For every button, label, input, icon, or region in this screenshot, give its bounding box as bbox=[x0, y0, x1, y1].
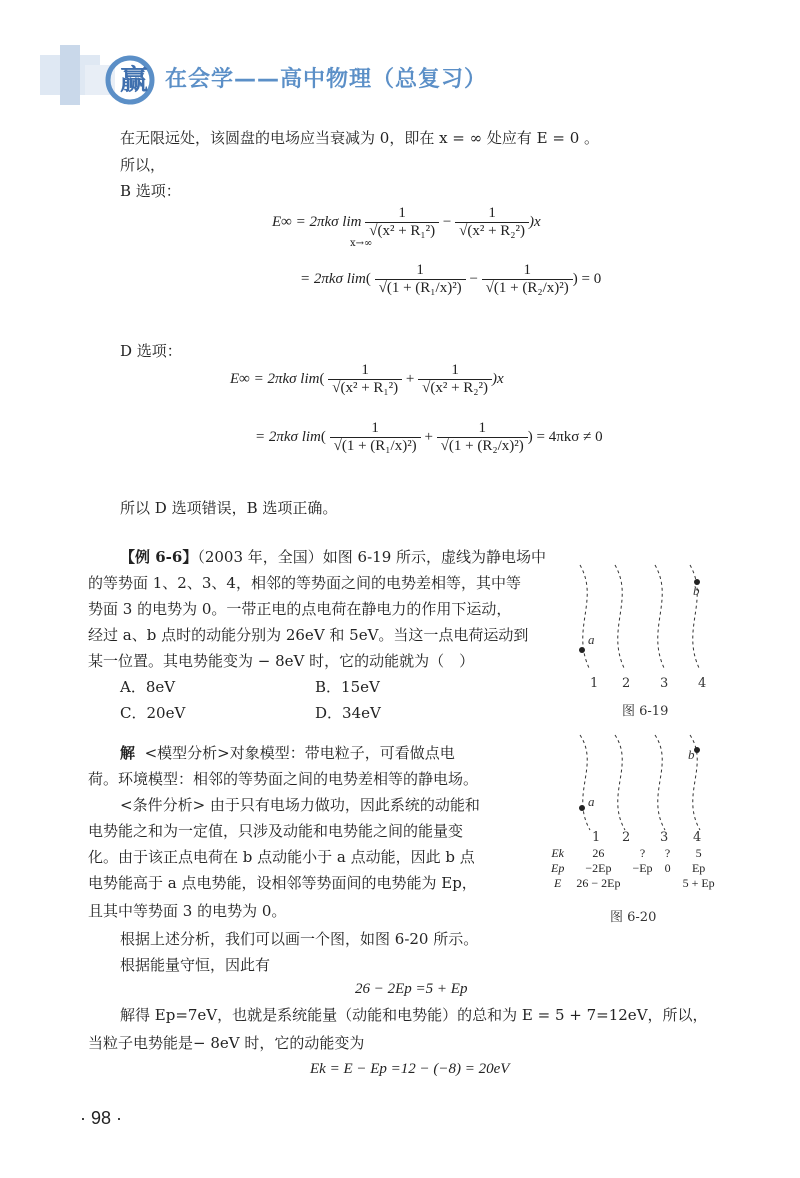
point-a bbox=[579, 647, 585, 653]
example-line: 某一位置。其电势能变为 − 8eV 时，它的动能就为（ ） bbox=[88, 652, 475, 670]
solution-line: 荷。环境模型：相邻的等势面之间的电势差相等的静电场。 bbox=[88, 770, 479, 788]
point-a bbox=[579, 805, 585, 811]
option-d: D．34eV bbox=[315, 704, 381, 722]
solution-line: 电势能之和为一定值，只涉及动能和电势能之间的能量变 bbox=[88, 822, 464, 840]
header-logo-char: 赢 bbox=[120, 63, 149, 96]
figure-6-20 bbox=[560, 730, 730, 835]
option-b: B．15eV bbox=[315, 678, 380, 696]
figure-6-19-caption: 图 6-19 bbox=[622, 704, 669, 719]
table-row: E 26 − 2Ep 5 + Ep bbox=[554, 876, 715, 890]
equipotential-label: 3 bbox=[660, 830, 669, 845]
figure-6-19 bbox=[560, 560, 730, 680]
page-number: · 98 · bbox=[80, 1108, 123, 1128]
example-line: 经过 a、b 点时的动能分别为 26eV 和 5eV。当这一点电荷运动到 bbox=[88, 626, 529, 644]
point-b-label: b bbox=[688, 747, 695, 762]
energy-table bbox=[545, 846, 721, 891]
option-d-label: D 选项： bbox=[120, 342, 182, 360]
example-tag: 【例 6-6】 bbox=[120, 548, 198, 566]
equipotential-label: 4 bbox=[698, 676, 707, 691]
equipotential-label: 1 bbox=[590, 676, 599, 691]
solution-line: 根据能量守恒，因此有 bbox=[120, 956, 271, 974]
example-line-1: 【例 6-6】（2003 年，全国）如图 6-19 所示，虚线为静电场中 bbox=[120, 548, 547, 566]
solution-line: 电势能高于 a 点电势能，设相邻等势面间的电势能为 Ep， bbox=[88, 874, 477, 892]
equation-b-row2: = 2πkσ lim( $\frac{1}{\text{√(1 + (R₁/x)²)}}$ − $\frac{1}{\text{√(1 + (R₂/x)²)}}$ ) = 0 bbox=[300, 262, 602, 296]
example-line: 势面 3 的电势为 0。一带正电的点电荷在静电力的作用下运动， bbox=[88, 600, 512, 618]
text-line: 所以， bbox=[120, 156, 166, 174]
equipotential-label: 2 bbox=[622, 830, 631, 845]
table-row: Ek 26 ? ? 5 bbox=[551, 846, 702, 860]
text-line: 在无限远处，该圆盘的电场应当衰减为 0，即在 x = ∞ 处应有 E = 0 。 bbox=[120, 129, 600, 147]
table-row: Ep −2Ep −Ep 0 Ep bbox=[551, 861, 706, 875]
point-a-label: a bbox=[588, 794, 595, 809]
equation-d-row2: = 2πkσ lim( $\frac{1}{\text{√(1 + (R₁/x)²)}}$ + $\frac{1}{\text{√(1 + (R₂/x)²)}}$ ) = 4πkσ ≠ 0 bbox=[255, 420, 603, 454]
figure-6-20-caption: 图 6-20 bbox=[610, 910, 657, 925]
conclusion-text: 所以 D 选项错误，B 选项正确。 bbox=[120, 499, 338, 517]
solution-line: 根据上述分析，我们可以画一个图，如图 6-20 所示。 bbox=[120, 930, 479, 948]
solution-line: 当粒子电势能是− 8eV 时，它的动能变为 bbox=[88, 1034, 365, 1052]
equipotential-label: 4 bbox=[693, 830, 702, 845]
equipotential-label: 3 bbox=[660, 676, 669, 691]
solution-line-1: 解 <模型分析>对象模型：带电粒子，可看做点电 bbox=[120, 744, 455, 762]
equipotential-label: 2 bbox=[622, 676, 631, 691]
equation-b-row1: E∞ = 2πkσ lim $\frac{1}{\text{√(x² + R₁²)}}$ − $\frac{1}{\text{√(x² + R₂²)}}$ )x bbox=[272, 205, 541, 239]
solution-label: 解 bbox=[120, 744, 136, 762]
solution-line: 化。由于该正点电荷在 b 点动能小于 a 点动能，因此 b 点 bbox=[88, 848, 475, 866]
solution-line: <条件分析> 由于只有电场力做功，因此系统的动能和 bbox=[120, 796, 480, 814]
equipotential-label: 1 bbox=[592, 830, 601, 845]
point-a-label: a bbox=[588, 632, 595, 647]
option-b-label: B 选项： bbox=[120, 182, 181, 200]
point-b-label: b bbox=[693, 583, 700, 598]
header-title: 在会学——高中物理（总复习） bbox=[165, 67, 488, 92]
option-a: A．8eV bbox=[120, 678, 176, 696]
energy-equation: 26 − 2Ep =5 + Ep bbox=[355, 981, 468, 997]
lim-subscript: x→∞ bbox=[350, 238, 373, 249]
kinetic-energy-equation: Ek = E − Ep =12 − (−8) = 20eV bbox=[310, 1061, 510, 1077]
equation-d-row1: E∞ = 2πkσ lim( $\frac{1}{\text{√(x² + R₁²)}}$ + $\frac{1}{\text{√(x² + R₂²)}}$ )x bbox=[230, 362, 504, 396]
solution-line: 解得 Ep=7eV，也就是系统能量（动能和电势能）的总和为 E = 5 + 7=12eV，所以， bbox=[120, 1006, 708, 1024]
solution-line: 且其中等势面 3 的电势为 0。 bbox=[88, 902, 287, 920]
example-line: 的等势面 1、2、3、4，相邻的等势面之间的电势差相等，其中等 bbox=[88, 574, 521, 592]
option-c: C．20eV bbox=[120, 704, 186, 722]
